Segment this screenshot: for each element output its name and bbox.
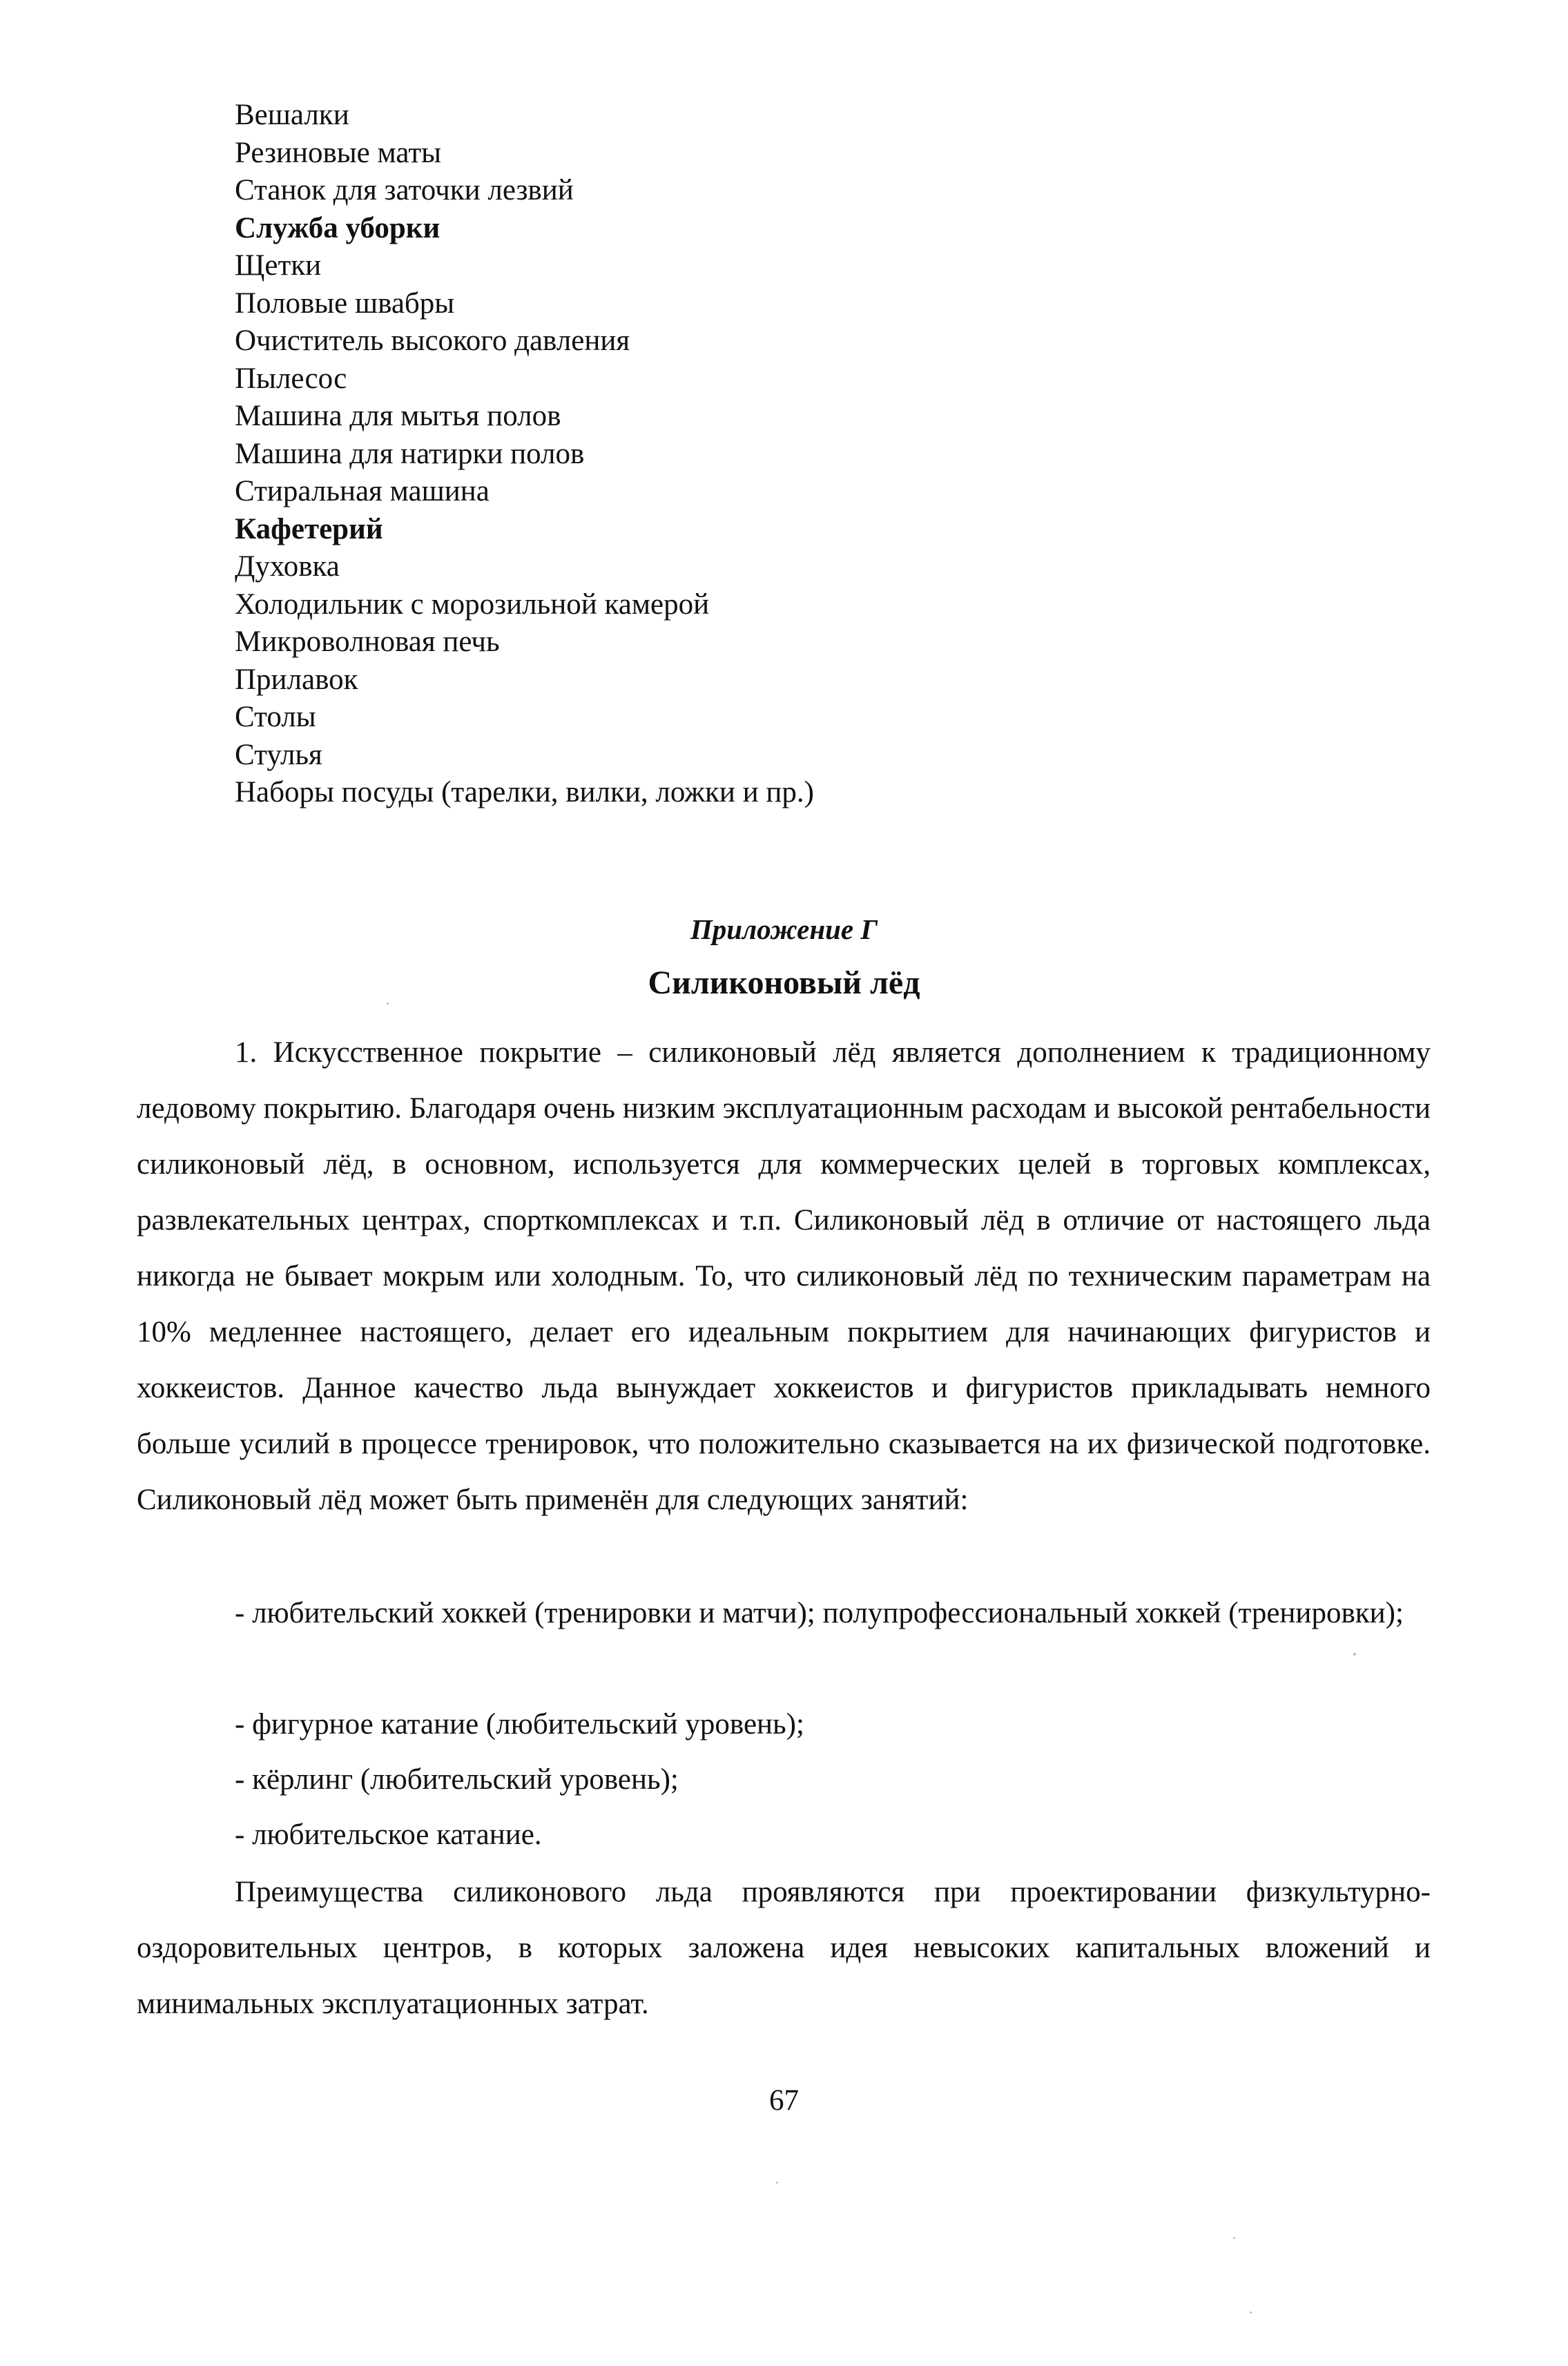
equipment-list-item: Станок для заточки лезвий (235, 174, 574, 206)
equipment-list-item: Резиновые маты (235, 136, 442, 169)
equipment-list-item: Машина для мытья полов (235, 400, 561, 432)
equipment-list-item: Половые швабры (235, 287, 455, 320)
body-paragraph: 1. Искусственное покрытие – силиконовый лёд является дополнением к традиционному ледовому покрытию. Благодаря очень низким эксплуатационным расходам и высокой рентабельности силиконовый лёд, в основном, используется для коммерческих целей в торговых комплексах, развлекательных центрах, спорткомплексах и т.п. Силиконовый лёд в отличие от настоящего льда никогда не бывает мокрым или холодным. То, что силиконовый лёд по техническим параметрам на 10% медленнее настоящего, делает его идеальным покрытием для начинающих фигуристов и хоккеистов. Данное качество льда вынуждает хоккеистов и фигуристов прикладывать немного больше усилий в процессе тренировок, что положительно сказывается на их физической подготовке. Силиконовый лёд может быть применён для следующих занятий: (137, 1036, 1431, 1516)
equipment-list-item: Микроволновая печь (235, 626, 500, 658)
equipment-list (235, 97, 1132, 812)
bullet-item: - кёрлинг (любительский уровень); (235, 1763, 679, 1796)
scan-speck (776, 2182, 778, 2184)
equipment-section-heading: Служба уборки (235, 211, 441, 244)
equipment-section-heading: Кафетерий (235, 512, 383, 545)
appendix-label: Приложение Г (690, 913, 878, 945)
equipment-list-item: Щетки (235, 249, 322, 282)
bullet-item: - любительский хоккей (тренировки и матчи); полупрофессиональный хоккей (тренировки); (235, 1597, 1404, 1629)
equipment-list-item: Столы (235, 701, 316, 733)
scan-speck (1250, 2311, 1252, 2314)
body-paragraph: Преимущества силиконового льда проявляются при проектировании физкультурно-оздоровительных центров, в которых заложена идея невысоких капитальных вложений и минимальных эксплуатационных затрат. (137, 1876, 1431, 2020)
equipment-list-item: Наборы посуды (тарелки, вилки, ложки и пр.) (235, 776, 815, 808)
equipment-list-item: Пылесос (235, 362, 347, 395)
equipment-list-item: Стиральная машина (235, 475, 490, 507)
equipment-list-item: Холодильник с морозильной камерой (235, 588, 710, 621)
equipment-list-item: Очиститель высокого давления (235, 324, 630, 357)
equipment-list-item: Вешалки (235, 99, 349, 131)
scan-speck (1233, 2237, 1235, 2239)
page-number: 67 (769, 2084, 799, 2117)
equipment-list-item: Духовка (235, 550, 340, 583)
scan-speck (387, 1002, 389, 1005)
equipment-list-item: Машина для натирки полов (235, 437, 585, 470)
equipment-list-item: Прилавок (235, 663, 358, 696)
bullet-item: - фигурное катание (любительский уровень); (235, 1708, 804, 1740)
scan-speck (1353, 1653, 1356, 1656)
bullet-item: - любительское катание. (235, 1819, 542, 1851)
equipment-list-item: Стулья (235, 738, 322, 771)
appendix-title: Силиконовый лёд (648, 964, 920, 1001)
